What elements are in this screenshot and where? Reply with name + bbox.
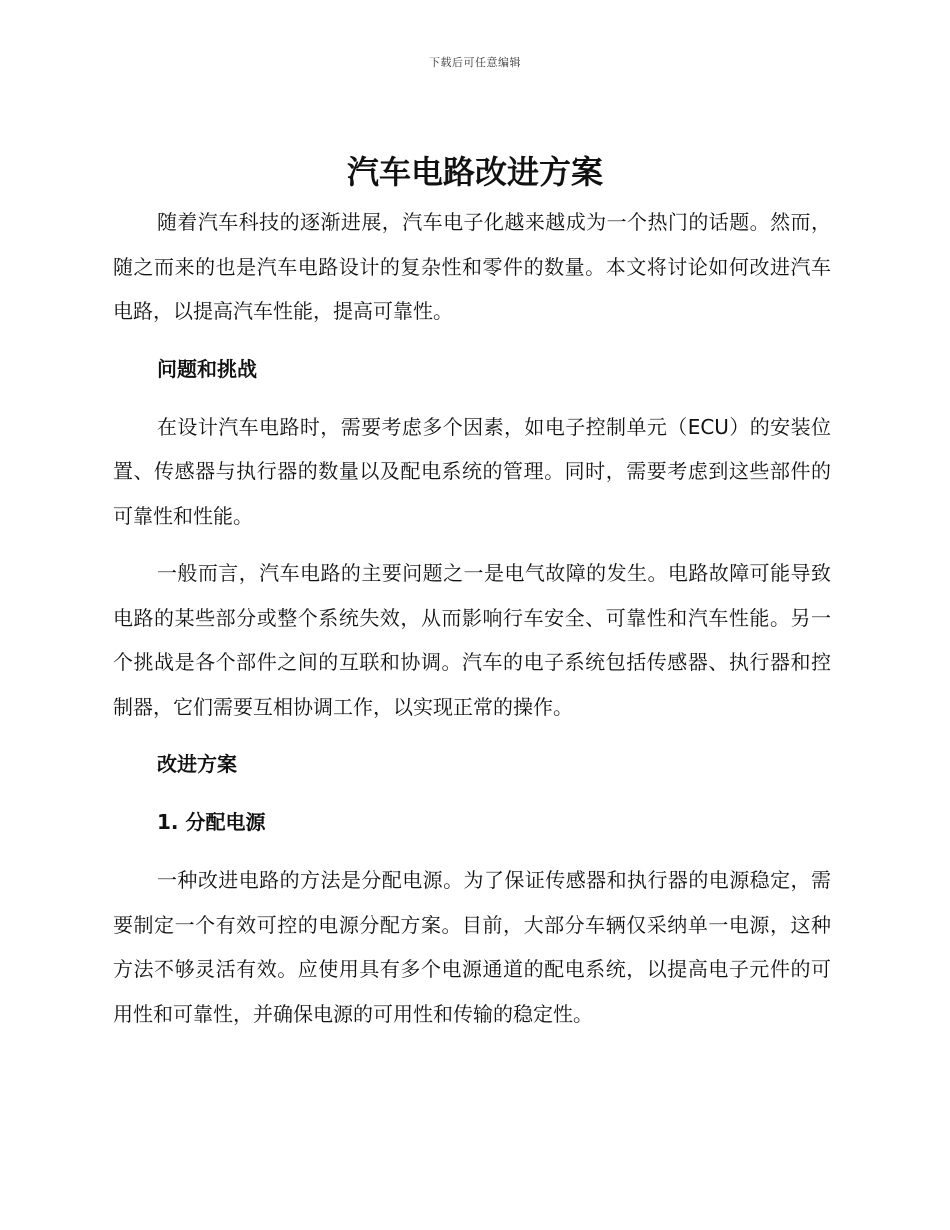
subsection-1-paragraph: 一种改进电路的方法是分配电源。为了保证传感器和执行器的电源稳定，需要制定一个有效可控的电源分配方案。目前，大部分车辆仅采纳单一电源，这种方法不够灵活有效。应使用具有多个电源通道的配电系统，以提高电子元件的可用性和可靠性，并确保电源的可用性和传输的稳定性。 xyxy=(113,868,831,1026)
subsection-1-heading: 1. 分配电源 xyxy=(157,810,266,834)
intro-paragraph: 随着汽车科技的逐渐进展，汽车电子化越来越成为一个热门的话题。然而，随之而来的也是汽车电路设计的复杂性和零件的数量。本文将讨论如何改进汽车电路，以提高汽车性能，提高可靠性。 xyxy=(113,210,831,323)
challenges-paragraph-1: 在设计汽车电路时，需要考虑多个因素，如电子控制单元（ECU）的安装位置、传感器与执行器的数量以及配电系统的管理。同时，需要考虑到这些部件的可靠性和性能。 xyxy=(113,414,831,528)
header-note: 下载后可任意编辑 xyxy=(429,56,521,69)
document-title: 汽车电路改进方案 xyxy=(346,153,603,191)
document-body xyxy=(113,200,831,1049)
challenges-heading: 问题和挑战 xyxy=(157,356,257,381)
improvement-heading: 改进方案 xyxy=(157,752,237,776)
challenges-paragraph-2: 一般而言，汽车电路的主要问题之一是电气故障的发生。电路故障可能导致电路的某些部分或整个系统失效，从而影响行车安全、可靠性和汽车性能。另一个挑战是各个部件之间的互联和协调。汽车的电子系统包括传感器、执行器和控制器，它们需要互相协调工作，以实现正常的操作。 xyxy=(113,561,831,719)
